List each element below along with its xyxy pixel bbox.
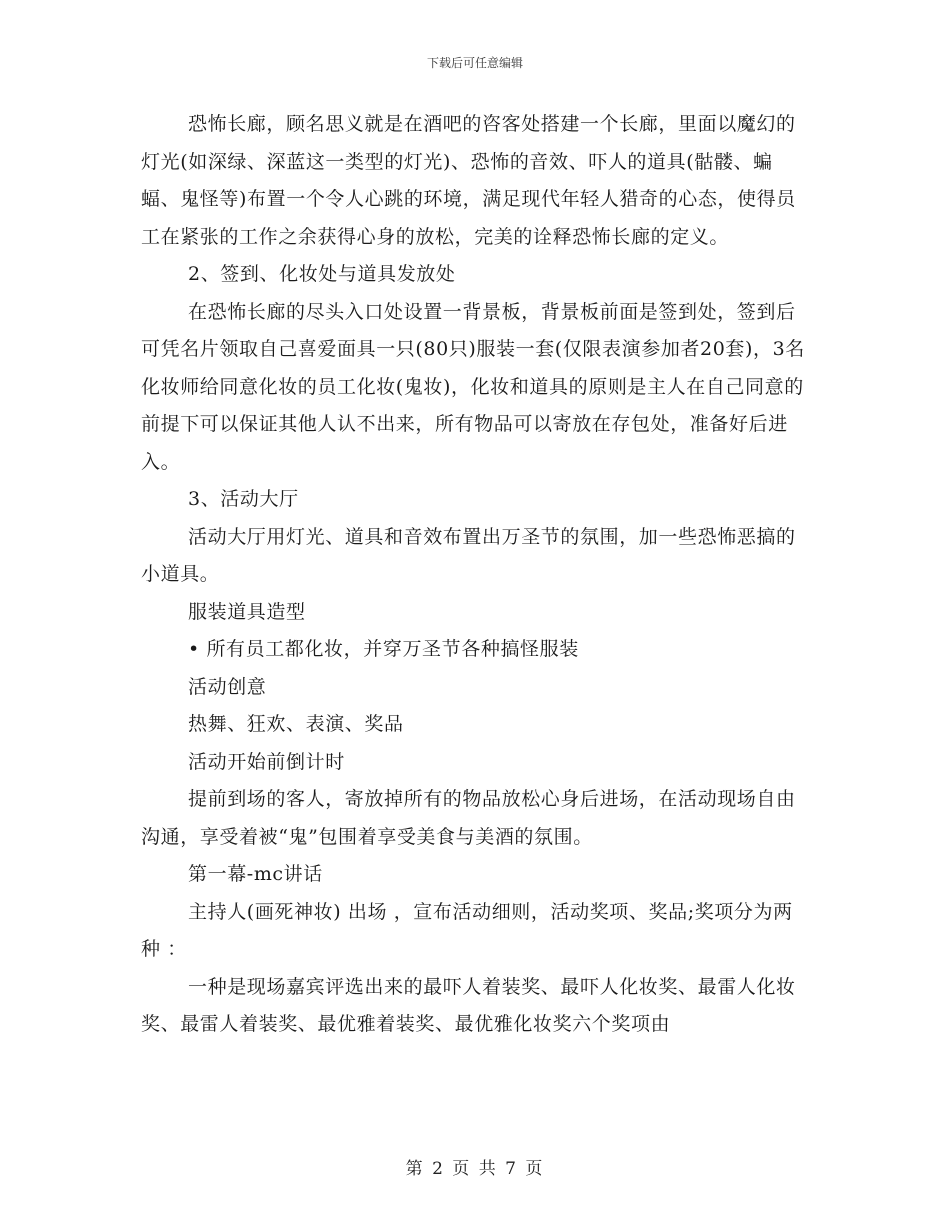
section-heading-signin: 2、签到、化妆处与道具发放处: [188, 263, 456, 285]
paragraph-idea: 热舞、狂欢、表演、奖品: [188, 713, 404, 735]
paragraph-host: 主持人(画死神妆) 出场 ，宣布活动细则，活动奖项、奖品;奖项分为两种 ：: [141, 900, 793, 960]
section-heading-countdown: 活动开始前倒计时: [188, 750, 345, 773]
section-heading-idea: 活动创意: [188, 675, 267, 698]
bullet-item-costume: • 所有员工都化妆，并穿万圣节各种搞怪服装: [188, 638, 579, 660]
paragraph-horror-corridor: 恐怖长廊，顾名思义就是在酒吧的咨客处搭建一个长廊，里面以魔幻的灯光(如深绿、深蓝这一类型的灯光)、恐怖的音效、吓人的道具(骷髅、蝙蝠、鬼怪等)布置一个令人心跳的环境，满足现代年轻人猎奇的心态，使得员工在紧张的工作之余获得心身的放松，完美的诠释恐怖长廊的定义。: [141, 113, 796, 248]
section-heading-costume: 服装道具造型: [188, 600, 306, 623]
paragraph-awards: 一种是现场嘉宾评选出来的最吓人着装奖、最吓人化妆奖、最雷人化妆奖、最雷人着装奖、最优雅着装奖、最优雅化妆奖六个奖项由: [141, 975, 796, 1035]
paragraph-signin: 在恐怖长廊的尽头入口处设置一背景板，背景板前面是签到处，签到后可凭名片领取自己喜爱面具一只(80只)服装一套(仅限表演参加者20套)，3名化妆师给同意化妆的员工化妆(鬼妆)，化妆和道具的原则是主人在自己同意的前提下可以保证其他人认不出来，所有物品可以寄放在存包处，准备好后进入。: [141, 300, 805, 473]
page-header: 下载后可任意编辑: [426, 56, 523, 70]
document-body: [141, 106, 809, 1044]
paragraph-countdown: 提前到场的客人，寄放掉所有的物品放松心身后进场，在活动现场自由沟通，享受着被“鬼”包围着享受美食与美酒的氛围。: [141, 788, 796, 848]
section-heading-act-one: 第一幕-mc讲话: [188, 863, 323, 885]
paragraph-hall: 活动大厅用灯光、道具和音效布置出万圣节的氛围，加一些恐怖恶搞的小道具。: [141, 525, 796, 585]
section-heading-hall: 3、活动大厅: [188, 488, 299, 510]
page-number-footer: 第 2 页 共 7 页: [405, 1159, 545, 1179]
